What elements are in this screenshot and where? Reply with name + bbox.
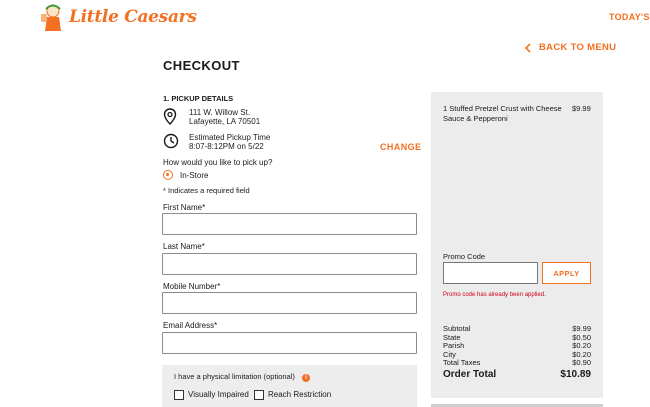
apply-promo-button[interactable]: APPLY <box>542 262 591 284</box>
last-name-label: Last Name* <box>163 242 205 251</box>
email-field[interactable] <box>162 332 417 354</box>
totals-row <box>443 342 591 351</box>
page-title: CHECKOUT <box>163 58 240 73</box>
totals-row <box>443 334 591 343</box>
cart-item-price: $9.99 <box>572 104 591 113</box>
totals-row-label: State <box>443 332 461 342</box>
totals-row-label: Parish <box>443 341 465 350</box>
totals-row-value: $0.90 <box>572 358 591 367</box>
pickup-time-value: 8:07-8:12PM on 5/22 <box>189 142 264 151</box>
info-icon[interactable]: i <box>302 374 310 382</box>
brand-name: Little Caesars <box>69 7 197 27</box>
totals-row-value: $0.20 <box>572 349 591 359</box>
order-totals <box>443 325 591 380</box>
totals-row-label: Subtotal <box>443 324 471 333</box>
promo-code-label: Promo Code <box>443 252 486 261</box>
first-name-field[interactable] <box>162 213 417 235</box>
in-store-radio[interactable] <box>163 170 173 180</box>
order-total-row <box>443 369 591 380</box>
mobile-number-field[interactable] <box>162 292 417 314</box>
totals-row-value: $9.99 <box>572 324 591 333</box>
required-field-note: * Indicates a required field <box>163 186 250 195</box>
clock-icon <box>163 133 179 149</box>
visually-impaired-checkbox[interactable] <box>174 390 184 400</box>
mobile-number-label: Mobile Number* <box>163 282 221 291</box>
cart-item-name: 1 Stuffed Pretzel Crust with Cheese Sauce & Pepperoni <box>443 104 562 123</box>
reach-restriction-label[interactable]: Reach Restriction <box>268 390 332 399</box>
visually-impaired-label[interactable]: Visually Impaired <box>188 390 249 399</box>
order-total-value: $10.89 <box>560 368 591 380</box>
promo-error-message: Promo code has already been applied. <box>443 292 546 298</box>
store-address-line1: 111 W. Willow St. <box>189 108 251 117</box>
brand-logo[interactable] <box>40 2 197 32</box>
todays-deals-link[interactable]: TODAY'S <box>609 12 650 22</box>
promo-code-input[interactable] <box>443 262 538 284</box>
totals-row-label: Total Taxes <box>443 358 481 367</box>
reach-restriction-checkbox[interactable] <box>254 390 264 400</box>
physical-limitation-label: I have a physical limitation (optional) <box>174 372 295 381</box>
location-pin-icon <box>163 108 177 125</box>
totals-row <box>443 359 591 368</box>
totals-row-label: City <box>443 349 456 359</box>
totals-row-value: $0.50 <box>572 332 591 342</box>
pickup-details-heading: 1. PICKUP DETAILS <box>163 94 234 103</box>
totals-row-value: $0.20 <box>572 341 591 350</box>
pickup-method-question: How would you like to pick up? <box>163 158 273 167</box>
last-name-field[interactable] <box>162 253 417 275</box>
chevron-left-icon <box>524 43 531 53</box>
back-to-menu-label: BACK TO MENU <box>539 42 617 53</box>
site-header <box>0 0 650 34</box>
change-pickup-button[interactable]: CHANGE <box>380 142 422 152</box>
totals-row <box>443 325 591 334</box>
back-to-menu-link[interactable] <box>524 42 616 53</box>
first-name-label: First Name* <box>163 203 206 212</box>
email-label: Email Address* <box>163 321 218 330</box>
pickup-time-label: Estimated Pickup Time <box>189 133 271 142</box>
order-total-label: Order Total <box>443 368 497 380</box>
store-address-line2: Lafayette, LA 70501 <box>189 117 261 126</box>
caesar-mascot-icon <box>40 2 66 32</box>
in-store-radio-label[interactable]: In-Store <box>180 171 209 180</box>
